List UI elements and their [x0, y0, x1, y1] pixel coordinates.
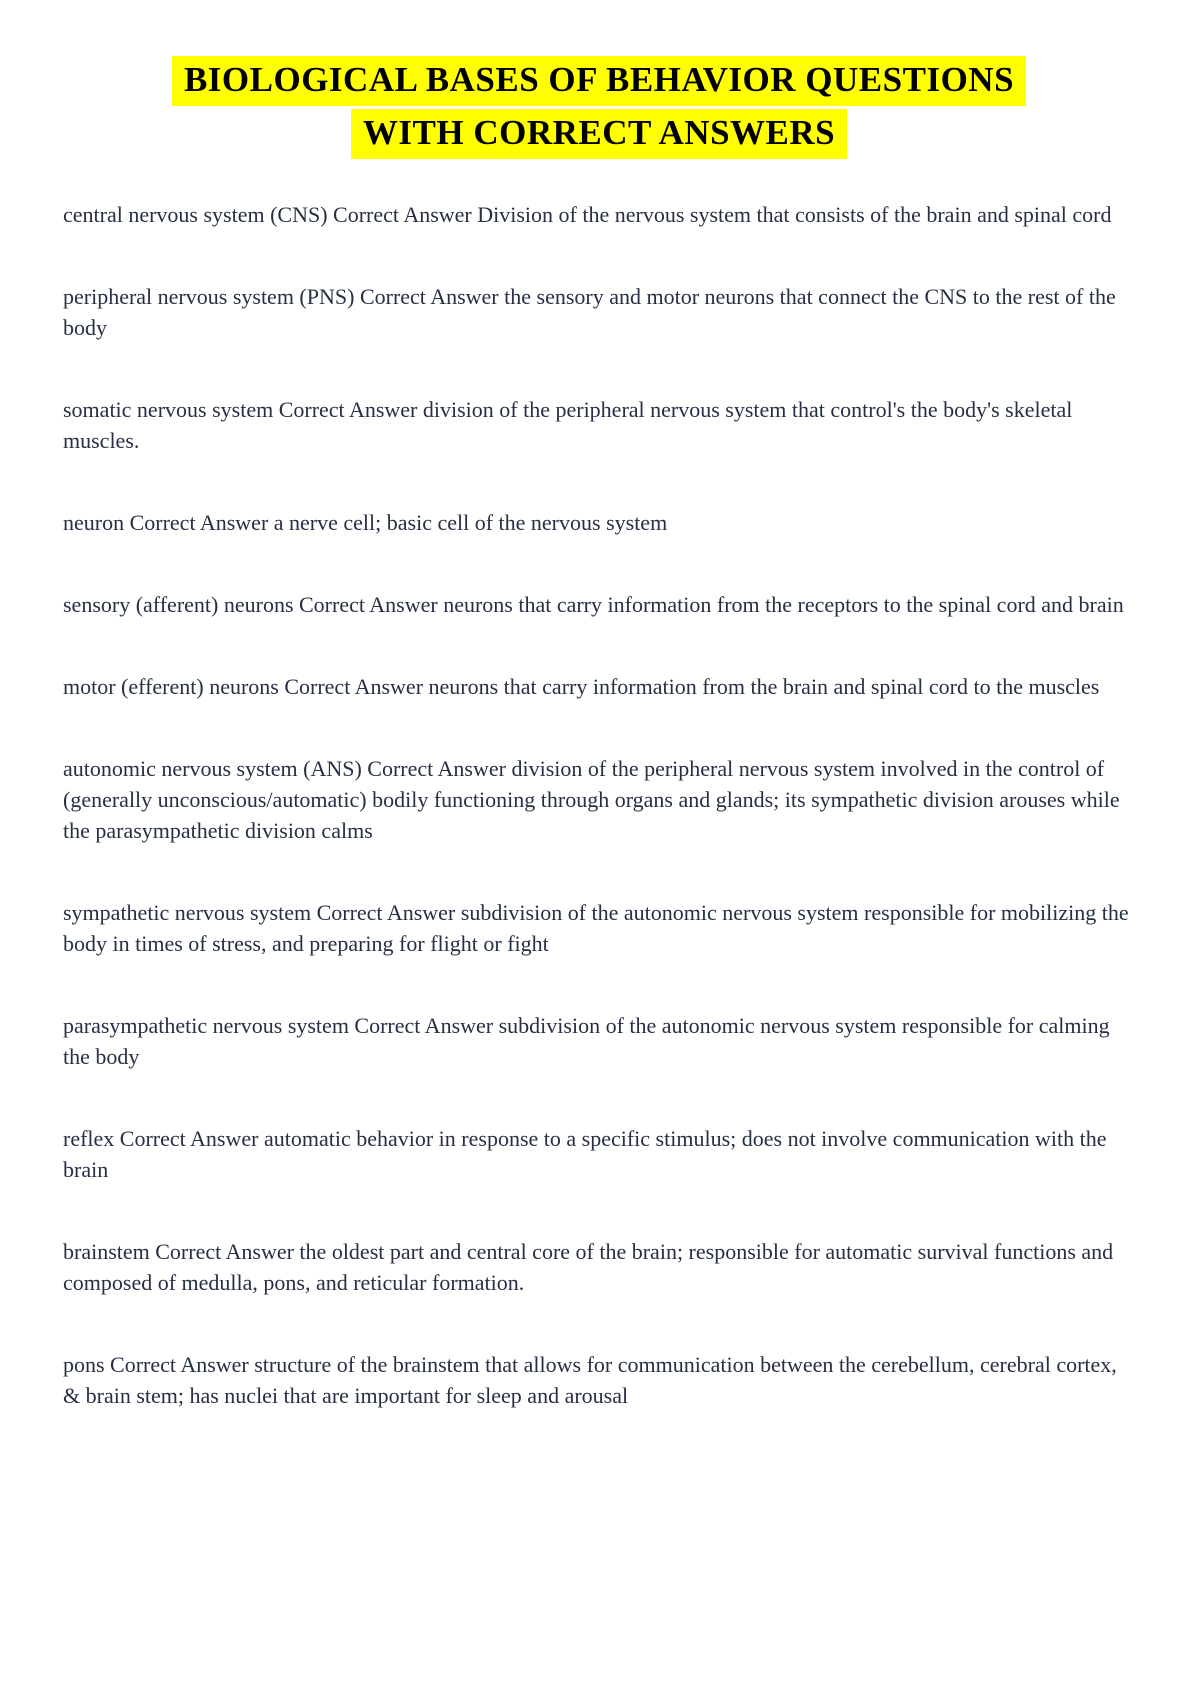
document-title	[63, 56, 1135, 159]
qa-paragraph: sensory (afferent) neurons Correct Answer neurons that carry information from the receptors to the spinal cord and brain	[63, 592, 1124, 618]
qa-list	[63, 199, 1135, 1411]
qa-paragraph: motor (efferent) neurons Correct Answer neurons that carry information from the brain and spinal cord to the muscles	[63, 674, 1100, 700]
qa-paragraph: central nervous system (CNS) Correct Answer Division of the nervous system that consists of the brain and spinal cord	[63, 202, 1112, 228]
qa-paragraph: sympathetic nervous system Correct Answer subdivision of the autonomic nervous system responsible for mobilizing the body in times of stress, and preparing for flight or fight	[63, 900, 1129, 957]
qa-paragraph: pons Correct Answer structure of the brainstem that allows for communication between the cerebellum, cerebral cortex, & brain stem; has nuclei that are important for sleep and arousal	[63, 1352, 1117, 1409]
qa-paragraph: parasympathetic nervous system Correct Answer subdivision of the autonomic nervous system responsible for calming the body	[63, 1013, 1110, 1070]
qa-paragraph: brainstem Correct Answer the oldest part and central core of the brain; responsible for automatic survival functions and composed of medulla, pons, and reticular formation.	[63, 1239, 1114, 1296]
title-line-2: WITH CORRECT ANSWERS	[351, 109, 847, 159]
qa-paragraph: somatic nervous system Correct Answer division of the peripheral nervous system that control's the body's skeletal muscles.	[63, 397, 1073, 454]
qa-paragraph: reflex Correct Answer automatic behavior in response to a specific stimulus; does not involve communication with the brain	[63, 1126, 1107, 1183]
qa-paragraph: neuron Correct Answer a nerve cell; basic cell of the nervous system	[63, 510, 668, 536]
title-line-1: BIOLOGICAL BASES OF BEHAVIOR QUESTIONS	[172, 56, 1026, 106]
qa-paragraph: peripheral nervous system (PNS) Correct Answer the sensory and motor neurons that connect the CNS to the rest of the body	[63, 284, 1116, 341]
qa-paragraph: autonomic nervous system (ANS) Correct Answer division of the peripheral nervous system involved in the control of (generally unconscious/automatic) bodily functioning through organs and glands; its sympathetic division arouses while the parasympathetic division calms	[63, 756, 1120, 844]
